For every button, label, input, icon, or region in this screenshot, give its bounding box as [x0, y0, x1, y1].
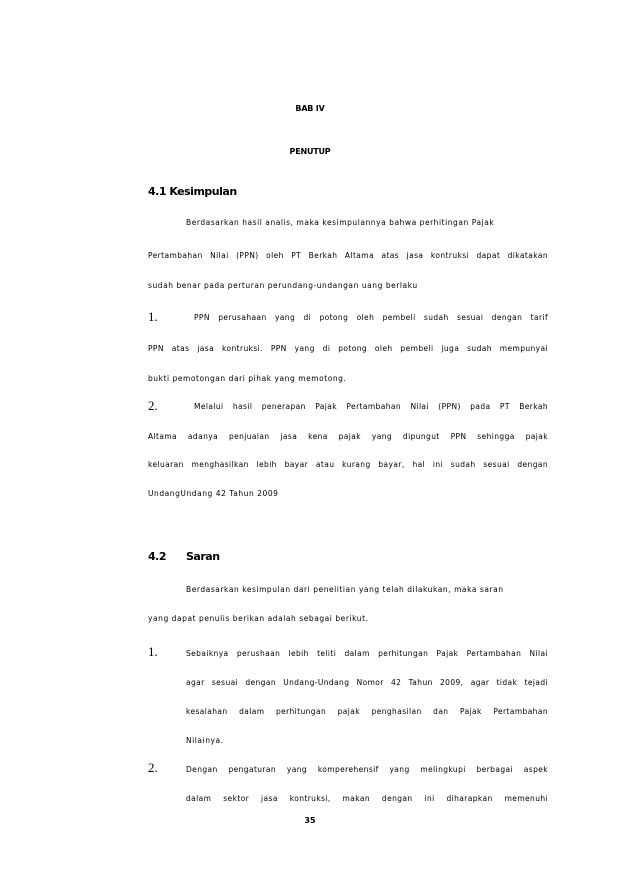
- list-item-line: PPN atas jasa kontruksi. PPN yang di potong oleh pembeli juga sudah mempunyai: [148, 344, 548, 353]
- list-number: 1.: [148, 309, 158, 324]
- paragraph-line: Berdasarkan hasil analis, maka kesimpulannya bahwa perhitingan Pajak: [186, 218, 495, 227]
- list-item-line: Altama adanya penjualan jasa kena pajak yang dipungut PPN sehingga pajak: [148, 432, 548, 441]
- list-number: 1.: [148, 644, 158, 659]
- list-item-line: kesalahan dalam perhitungan pajak penghasilan dan Pajak Pertambahan: [186, 707, 548, 716]
- list-item-line: PPN perusahaan yang di potong oleh pembeli sudah sesuai dengan tarif: [194, 313, 548, 322]
- list-number: 2.: [148, 398, 158, 413]
- list-item-line: bukti pemotongan dari pihak yang memotong.: [148, 374, 347, 383]
- list-item-line: dalam sektor jasa kontruksi, makan dengan ini diharapkan memenuhi: [186, 794, 548, 803]
- section-title: Kesimpulan: [169, 185, 237, 198]
- list-item-line: Melalui hasil penerapan Pajak Pertambahan Nilai (PPN) pada PT Berkah: [194, 402, 548, 411]
- list-item-line: keluaran menghasilkan lebih bayar atau kurang bayar, hal ini sudah sesuai dengan: [148, 460, 548, 469]
- paragraph-line: Pertambahan Nilai (PPN) oleh PT Berkah Altama atas jasa kontruksi dapat dikatakan: [148, 251, 548, 260]
- list-item-line: Nilainya.: [186, 736, 224, 745]
- list-item-line: UndangUndang 42 Tahun 2009: [148, 489, 279, 498]
- list-item-line: agar sesuai dengan Undang-Undang Nomor 42 Tahun 2009, agar tidak tejadi: [186, 678, 548, 687]
- list-item-line: Sebaiknya perushaan lebih teliti dalam perhitungan Pajak Pertambahan Nilai: [186, 649, 548, 658]
- paragraph-line: Berdasarkan kesimpulan dari penelitian yang telah dilakukan, maka saran: [186, 585, 504, 594]
- chapter-title: PENUTUP: [289, 147, 331, 156]
- paragraph-line: sudah benar pada perturan perundang-undangan uang berlaku: [148, 281, 418, 290]
- section-title: Saran: [186, 550, 220, 563]
- page-number: 35: [304, 816, 316, 825]
- section-heading-4-1: [148, 185, 237, 198]
- chapter-label: BAB IV: [295, 104, 325, 113]
- list-item-line: Dengan pengaturan yang komperehensif yang melingkupi berbagai aspek: [186, 765, 548, 774]
- section-number: 4.2: [148, 550, 166, 563]
- section-heading-4-2: [148, 550, 220, 563]
- list-number: 2.: [148, 760, 158, 775]
- paragraph-line: yang dapat penulis berikan adalah sebagai berikut.: [148, 614, 369, 623]
- section-number: 4.1: [148, 185, 166, 198]
